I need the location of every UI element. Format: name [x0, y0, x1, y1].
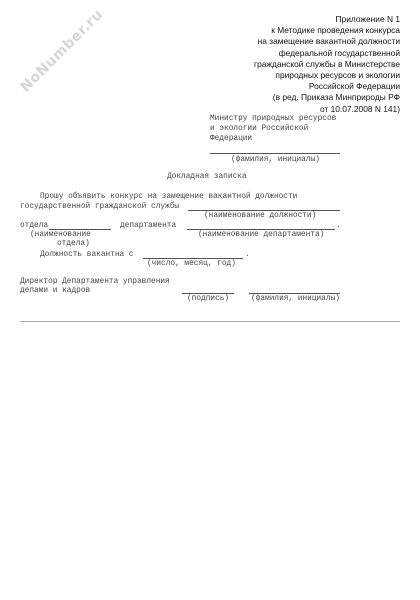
- department-caption: (наименование департамента): [198, 231, 325, 239]
- appendix-line: (в ред. Приказа Минприроды РФ: [272, 92, 400, 103]
- appendix-note: [100, 14, 400, 115]
- vacancy-label: Должность вакантна с: [40, 251, 134, 259]
- signer-name-caption: (фамилия, инициалы): [251, 295, 340, 303]
- addressee-line: Федерации: [210, 135, 253, 143]
- addressee-line: и экологии Российской: [210, 125, 309, 133]
- position-caption: (наименование должности): [204, 212, 317, 220]
- addressee-name-field[interactable]: [210, 153, 340, 154]
- dept-prefix: отдела: [20, 222, 49, 230]
- addressee-name-caption: (фамилия, инициалы): [231, 156, 320, 164]
- appendix-line: природных ресурсов и экологии: [275, 70, 400, 81]
- addressee-block: [210, 114, 336, 144]
- watermark-logo: NoNumber.ru: [17, 6, 107, 96]
- memo-line-1: Прошу объявить конкурс на замещение вакантной должности: [40, 193, 298, 201]
- page-divider: [20, 321, 400, 322]
- appendix-line: Российской Федерации: [308, 81, 400, 92]
- dept-word: департамента: [120, 222, 177, 230]
- appendix-line: Приложение N 1: [335, 14, 400, 24]
- signature-caption: (подпись): [187, 295, 230, 303]
- signature-title-1: Директор Департамента управления: [20, 278, 170, 286]
- appendix-line: федеральной государственной: [278, 47, 400, 58]
- appendix-line: от 10.07.2008 N 141): [319, 103, 400, 114]
- memo-line-2: государственной гражданской службы: [20, 203, 180, 211]
- dept-period: .: [336, 222, 341, 230]
- section-caption-1: (наименование: [30, 231, 91, 239]
- appendix-line: на замещение вакантной должности: [257, 36, 400, 47]
- appendix-line: к Методике проведения конкурса: [271, 25, 400, 36]
- signature-title-2: делами и кадров: [20, 287, 91, 295]
- section-caption-2: отдела): [57, 240, 90, 248]
- addressee-line: Министру природных ресурсов: [210, 115, 337, 123]
- vacancy-date-caption: (число, месяц, год): [147, 260, 236, 268]
- vacancy-period: .: [245, 251, 250, 259]
- appendix-line: гражданской службы в Министерстве: [254, 58, 400, 69]
- memo-title: Докладная записка: [167, 173, 247, 181]
